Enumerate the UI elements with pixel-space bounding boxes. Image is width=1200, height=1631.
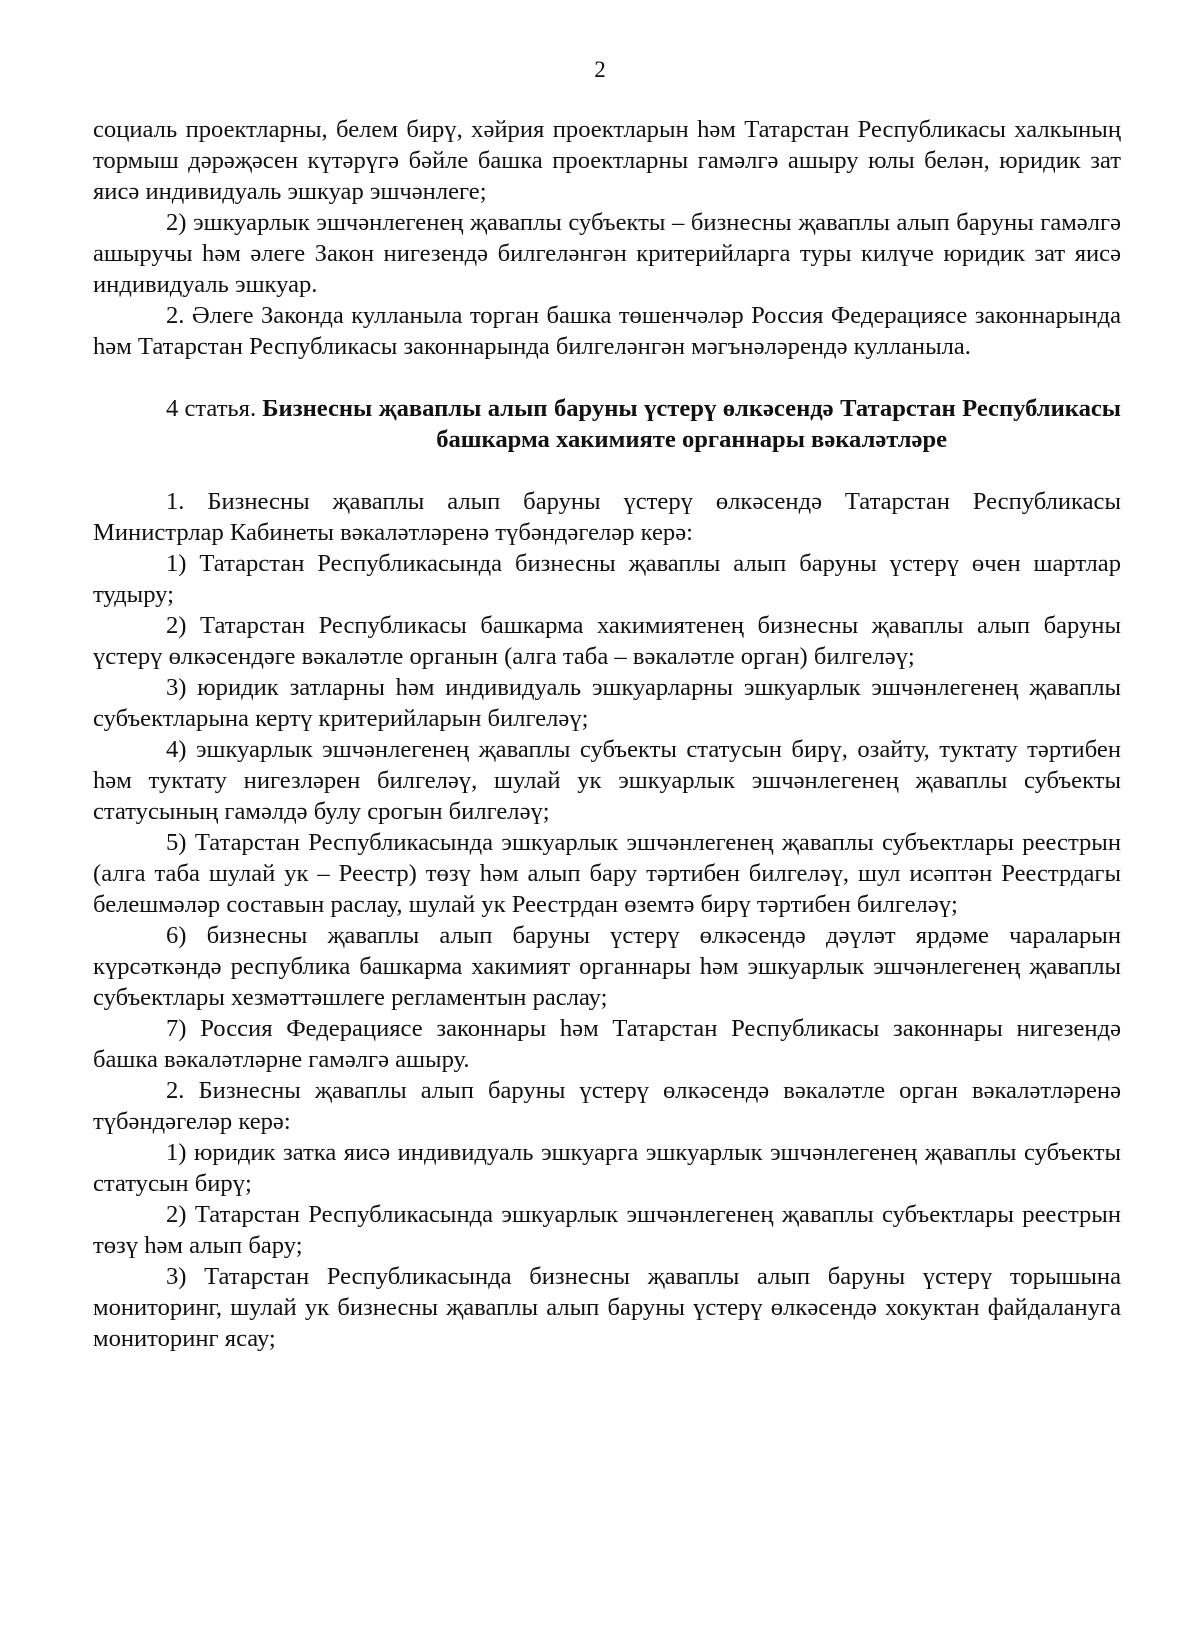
paragraph: 7) Россия Федерациясе законнары һәм Татарстан Республикасы законнары нигезендә башка вәкаләтләрне гамәлгә ашыру. bbox=[93, 1015, 1121, 1073]
paragraphs-before-article bbox=[93, 114, 1121, 362]
article-title: Бизнесны җаваплы алып баруны үстерү өлкәсендә Татарстан Республикасы башкарма хакимияте органнары вәкаләтләре bbox=[262, 395, 1121, 453]
article-number: 4 статья. bbox=[166, 395, 263, 422]
paragraph: 6) бизнесны җаваплы алып баруны үстерү өлкәсендә дәүләт ярдәме чараларын күрсәткәндә республика башкарма хакимият органнары һәм эшкуарлык эшчәнлегенең җаваплы субъектлары хезмәттәшлеге регламентын раслау; bbox=[93, 922, 1121, 1011]
paragraph: 3) Татарстан Республикасында бизнесны җаваплы алып баруны үстерү торышына мониторинг, шулай ук бизнесны җаваплы алып баруны үстерү өлкәсендә хокуктан файдалануга мониторинг ясау; bbox=[93, 1263, 1121, 1352]
paragraph: 5) Татарстан Республикасында эшкуарлык эшчәнлегенең җаваплы субъектлары реестрын (алга таба шулай ук – Реестр) төзү һәм алып бару тәртибен билгеләү, шул исәптән Реестрдагы белешмәләр составын раслау, шулай ук Реестрдан өземтә бирү тәртибен билгеләү; bbox=[93, 829, 1121, 918]
paragraph: 2) Татарстан Республикасы башкарма хакимиятенең бизнесны җаваплы алып баруны үстерү өлкәсендәге вәкаләтле органын (алга таба – вәкаләтле орган) билгеләү; bbox=[93, 612, 1121, 670]
paragraph: 2) Татарстан Республикасында эшкуарлык эшчәнлегенең җаваплы субъектлары реестрын төзү һәм алып бару; bbox=[93, 1201, 1121, 1259]
paragraph: 1) юридик затка яисә индивидуаль эшкуарга эшкуарлык эшчәнлегенең җаваплы субъекты статусын бирү; bbox=[93, 1139, 1121, 1197]
paragraph: 2. Әлеге Законда кулланыла торган башка төшенчәләр Россия Федерациясе законнарында һәм Татарстан Республикасы законнарында билгеләнгән мәгънәләрендә кулланыла. bbox=[93, 302, 1121, 360]
page-number: 2 bbox=[594, 57, 606, 82]
paragraph: 1. Бизнесны җаваплы алып баруны үстерү өлкәсендә Татарстан Республикасы Министрлар Кабинеты вәкаләтләренә түбәндәгеләр керә: bbox=[93, 488, 1121, 546]
paragraph: 1) Татарстан Республикасында бизнесны җаваплы алып баруны үстерү өчен шартлар тудыру; bbox=[93, 550, 1121, 608]
paragraph: социаль проектларны, белем бирү, хәйрия проектларын һәм Татарстан Республикасы халкының тормыш дәрәҗәсен күтәрүгә бәйле башка проектларны гамәлгә ашыру юлы белән, юридик зат яисә индивидуаль эшкуар эшчәнлеге; bbox=[93, 116, 1121, 205]
paragraph: 2) эшкуарлык эшчәнлегенең җаваплы субъекты – бизнесны җаваплы алып баруны гамәлгә ашыручы һәм әлеге Закон нигезендә билгеләнгән критерийларга туры килүче юридик зат яисә индивидуаль эшкуар. bbox=[93, 209, 1121, 298]
article-heading bbox=[93, 393, 1121, 455]
paragraphs-after-article bbox=[93, 486, 1121, 1354]
paragraph: 3) юридик затларны һәм индивидуаль эшкуарларны эшкуарлык эшчәнлегенең җаваплы субъектларына кертү критерийларын билгеләү; bbox=[93, 674, 1121, 732]
paragraph: 4) эшкуарлык эшчәнлегенең җаваплы субъекты статусын бирү, озайту, туктату тәртибен һәм туктату нигезләрен билгеләү, шулай ук эшкуарлык эшчәнлегенең җаваплы субъекты статусының гамәлдә булу срогын билгеләү; bbox=[93, 736, 1121, 825]
document-body bbox=[93, 114, 1121, 1354]
paragraph: 2. Бизнесны җаваплы алып баруны үстерү өлкәсендә вәкаләтле орган вәкаләтләренә түбәндәгеләр керә: bbox=[93, 1077, 1121, 1135]
